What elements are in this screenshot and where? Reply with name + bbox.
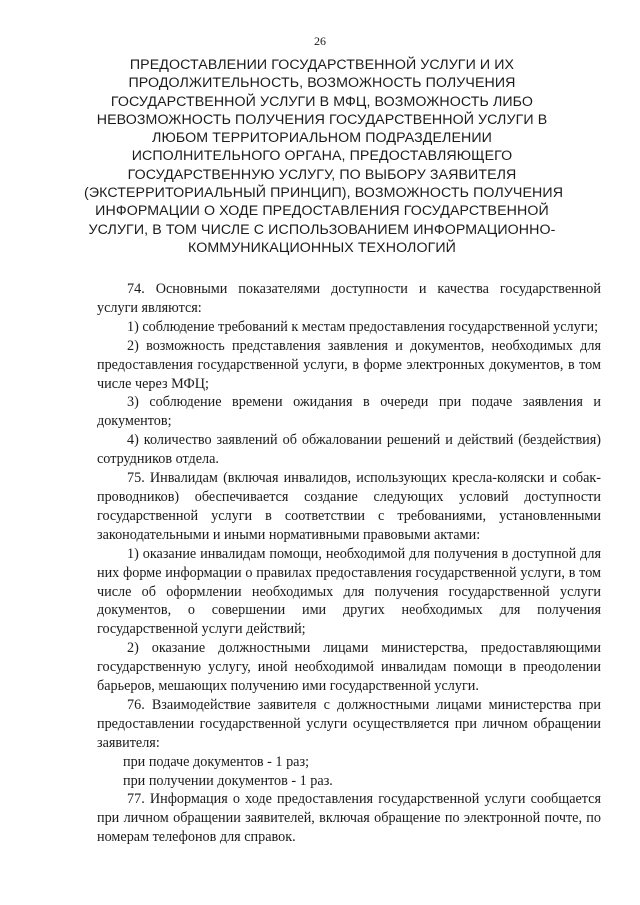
list-item-74-3: 3) соблюдение времени ожидания в очереди при подаче заявления и документов; — [97, 394, 601, 430]
list-item-75-2: 2) оказание должностными лицами министерства, предоставляющими государственную услугу, иной необходимой инвалидам помощи в преодолении барьеров, мешающих получению ими государственной услуги. — [97, 640, 601, 695]
list-item-76-1: при подаче документов - 1 раз; — [123, 753, 310, 770]
paragraph-74: 74. Основными показателями доступности и качества государственной услуги являются: — [97, 281, 601, 316]
heading-line: ПРЕДОСТАВЛЕНИИ ГОСУДАРСТВЕННОЙ УСЛУГИ И ИХ — [129, 57, 515, 73]
list-item-74-1: 1) соблюдение требований к местам предоставления государственной услуги; — [127, 318, 599, 335]
paragraph-77: 77. Информация о ходе предоставления государственной услуги сообщается при личном обращении заявителей, включая обращение по электронной почте, по номерам телефонов для справок. — [97, 791, 601, 846]
heading-line: ИНФОРМАЦИИ О ХОДЕ ПРЕДОСТАВЛЕНИЯ ГОСУДАРСТВЕННОЙ — [95, 203, 549, 220]
heading-line: ЛЮБОМ ТЕРРИТОРИАЛЬНОМ ПОДРАЗДЕЛЕНИИ — [152, 130, 492, 147]
heading-line: ПРОДОЛЖИТЕЛЬНОСТЬ, ВОЗМОЖНОСТЬ ПОЛУЧЕНИЯ — [128, 75, 516, 92]
heading-line: НЕВОЗМОЖНОСТЬ ПОЛУЧЕНИЯ ГОСУДАРСТВЕННОЙ УСЛУГИ В — [96, 111, 548, 128]
document-body — [97, 280, 601, 847]
list-item-76-2: при получении документов - 1 раз. — [123, 772, 333, 789]
list-item-74-4: 4) количество заявлений об обжаловании решений и действий (бездействия) сотрудников отдела. — [97, 432, 601, 468]
section-heading — [84, 56, 564, 257]
heading-line: КОММУНИКАЦИОННЫХ ТЕХНОЛОГИЙ — [188, 239, 456, 256]
heading-line: УСЛУГИ, В ТОМ ЧИСЛЕ С ИСПОЛЬЗОВАНИЕМ ИНФОРМАЦИОННО- — [88, 221, 556, 238]
paragraph-76: 76. Взаимодействие заявителя с должностными лицами министерства при предоставлении государственной услуги осуществляется при личном обращении заявителя: — [97, 696, 601, 751]
heading-line: ГОСУДАРСТВЕННОЙ УСЛУГИ В МФЦ, ВОЗМОЖНОСТЬ ЛИБО — [110, 93, 534, 110]
list-item-75-1: 1) оказание инвалидам помощи, необходимой для получения в доступной для них форме информации о правилах предоставления государственной услуги, в том числе об оформлении необходимых для получения государственной услуги документов, о совершении ими других необходимых для получения государственной услуги действий; — [97, 545, 601, 638]
heading-line: ИСПОЛНИТЕЛЬНОГО ОРГАНА, ПРЕДОСТАВЛЯЮЩЕГО — [131, 148, 513, 165]
page-number: 26 — [314, 34, 326, 48]
heading-line: (ЭКСТЕРРИТОРИАЛЬНЫЙ ПРИНЦИП), ВОЗМОЖНОСТЬ ПОЛУЧЕНИЯ — [84, 185, 564, 202]
paragraph-75: 75. Инвалидам (включая инвалидов, использующих кресла-коляски и собак-проводников) обеспечивается создание следующих условий доступности государственной услуги в соответствии с требованиями, установленными законодательными и иными нормативными правовыми актами: — [97, 470, 601, 543]
heading-line: ГОСУДАРСТВЕННУЮ УСЛУГУ, ПО ВЫБОРУ ЗАЯВИТЕЛЯ — [127, 166, 517, 183]
list-item-74-2: 2) возможность представления заявления и документов, необходимых для предоставления государственной услуги, в форме электронных документов, в том числе через МФЦ; — [97, 337, 601, 392]
